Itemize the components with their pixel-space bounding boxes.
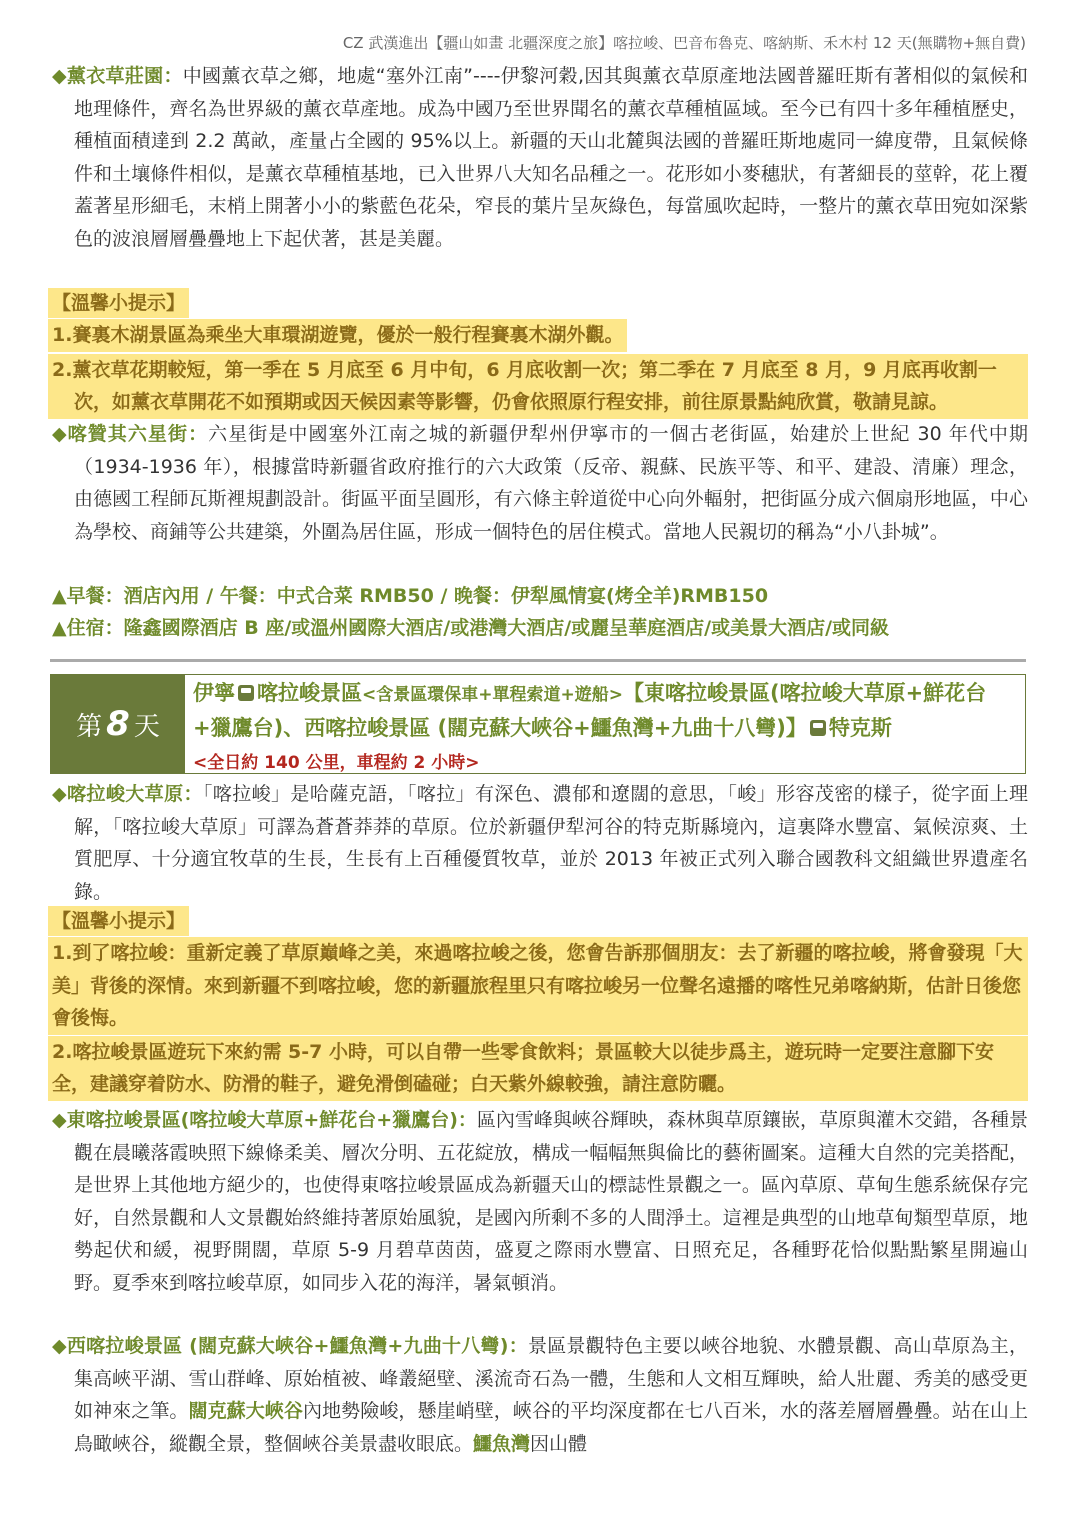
day-route-title bbox=[185, 675, 1025, 773]
tips1-line-2: 2.薰衣草花期較短，第一季在 5 月底至 6 月中旬，6 月底收割一次；第二季在 7 月底至 8 月，9 月底再收割一次，如薰衣草開花不如預期或因天候因素等影響，仍會依照原行程安排，前往原景點純欣賞，敬請見諒。 bbox=[48, 354, 1028, 419]
bus-icon bbox=[810, 720, 826, 736]
day-suffix: 天 bbox=[133, 711, 160, 742]
hotel-info: ▲住宿：隆鑫國際酒店 B 座/或溫州國際大酒店/或港灣大酒店/或麗呈華庭酒店/或美景大酒店/或同級 bbox=[52, 617, 890, 639]
meal-info: ▲早餐：酒店內用 / 午餐：中式合菜 RMB50 / 晚餐：伊犁風情宴(烤全羊)RMB150 bbox=[52, 585, 769, 607]
kalajun-grassland-paragraph bbox=[52, 778, 1028, 908]
east-kalajun-paragraph bbox=[52, 1104, 1028, 1300]
six-star-street-text: 六星街是中國塞外江南之城的新疆伊犁州伊寧市的一個古老街區，始建於上世紀 30 年代中期（1934-1936 年），根據當時新疆省政府推行的六大政策（反帝、親蘇、民族平等、和平、建設、清廉）理念，由德國工程師瓦斯裡規劃設計。街區平面呈圓形，有六條主幹道從中心向外輻射，把街區分成六個扇形地區，中心為學校、商鋪等公共建築，外圍為居住區，形成一個特色的居住模式。當地人民親切的稱為“小八卦城”。 bbox=[74, 423, 1028, 543]
lavender-farm-lead: ◆薰衣草莊園： bbox=[52, 65, 183, 87]
tips2-line-2: 2.喀拉峻景區遊玩下來約需 5-7 小時，可以自帶一些零食飲料；景區較大以徒步爲主，遊玩時一定要注意腳下安全，建議穿着防水、防滑的鞋子，避免滑倒磕碰；白天紫外線較強，請注意防曬。 bbox=[48, 1036, 1028, 1101]
bus-icon bbox=[238, 685, 254, 701]
route-final: 特克斯 bbox=[828, 716, 892, 740]
route-distance: <全日約 140 公里，車程約 2 小時> bbox=[193, 753, 480, 773]
kalajun-grassland-text: 「喀拉峻」是哈薩克語，「喀拉」有深色、濃郁和遼闊的意思，「峻」形容茂密的樣子，從字面上理解，「喀拉峻大草原」可譯為蒼蒼莽莽的草原。位於新疆伊犁河谷的特克斯縣境內，這裏降水豐富、氣候涼爽、土質肥厚、十分適宜牧草的生長，生長有上百種優質牧草，並於 2013 年被正式列入聯合國教科文組織世界遺產名錄。 bbox=[74, 783, 1028, 903]
east-kalajun-lead: ◆東喀拉峻景區(喀拉峻大草原+鮮花台+獵鷹台)： bbox=[52, 1109, 477, 1131]
six-star-street-lead: ◆喀贊其六星街： bbox=[52, 423, 209, 445]
route-spots: 【東喀拉峻景區(喀拉峻大草原+鮮花台+獵鷹台)、西喀拉峻景區 (闊克蘇大峽谷+鱷魚灣+九曲十八彎)】 bbox=[193, 681, 987, 740]
west-kalajun-paragraph bbox=[52, 1330, 1028, 1460]
page-header: CZ 武漢進出【疆山如畫 北疆深度之旅】喀拉峻、巴音布魯克、喀納斯、禾木村 12 天(無購物+無自費) bbox=[342, 34, 1026, 52]
east-kalajun-text: 區內雪峰與峽谷輝映，森林與草原鑲嵌，草原與灌木交錯，各種景觀在晨曦落霞映照下線條柔美、層次分明、五花綻放，構成一幅幅無與倫比的藝術圖案。這種大自然的完美搭配，是世界上其他地方絕少的，也使得東喀拉峻景區成為新疆天山的標誌性景觀之一。區內草原、草甸生態系統保存完好，自然景觀和人文景觀始終維持著原始風貌，是國內所剩不多的人間淨土。這裡是典型的山地草甸類型草原，地勢起伏和緩，視野開闊，草原 5-9 月碧草茵茵，盛夏之際雨水豐富、日照充足，各種野花恰似點點繁星開遍山野。夏季來到喀拉峻草原，如同步入花的海洋，暑氣頓消。 bbox=[74, 1109, 1028, 1294]
lavender-farm-text: 中國薰衣草之鄉，地處“塞外江南”----伊黎河穀,因其與薰衣草原產地法國普羅旺斯有著相似的氣候和地理條件，齊名為世界級的薰衣草產地。成為中國乃至世界聞名的薰衣草種植區域。至今已有四十多年種植歷史，種植面積達到 2.2 萬畝，產量占全國的 95%以上。新疆的天山北麓與法國的普羅旺斯地處同一緯度帶，且氣候條件和土壤條件相似，是薰衣草種植基地，已入世界八大知名品種之一。花形如小麥穗狀，有著細長的莖幹，花上覆蓋著星形細毛，末梢上開著小小的紫藍色花朵，窄長的葉片呈灰綠色，每當風吹起時，一整片的薰衣草田宛如深紫色的波浪層層疊疊地上下起伏著，甚是美麗。 bbox=[74, 65, 1028, 250]
west-kalajun-text-c: 因山體 bbox=[530, 1432, 588, 1455]
kokesu-canyon-highlight: 闊克蘇大峽谷 bbox=[188, 1400, 303, 1423]
day-number: 8 bbox=[106, 704, 130, 744]
tips-box-2 bbox=[48, 906, 1028, 1102]
route-origin: 伊寧 bbox=[193, 681, 235, 705]
tips1-line-1: 1.賽裏木湖景區為乘坐大車環湖遊覽，優於一般行程賽裏木湖外觀。 bbox=[48, 319, 627, 352]
west-kalajun-lead: ◆西喀拉峻景區 (闊克蘇大峽谷+鱷魚灣+九曲十八彎)： bbox=[52, 1335, 528, 1357]
crocodile-bay-highlight: 鱷魚灣 bbox=[473, 1432, 531, 1455]
lavender-farm-paragraph bbox=[52, 60, 1028, 256]
route-dest: 喀拉峻景區 bbox=[257, 681, 362, 705]
day-label bbox=[51, 675, 185, 773]
day-8-header bbox=[50, 674, 1026, 774]
section-divider bbox=[50, 659, 1026, 662]
west-kalajun-text-b: 內地勢險峻，懸崖峭壁，峽谷的平均深度都在七八百米，水的落差層層疊疊。站在山上鳥瞰峽谷，縱觀全景，整個峽谷美景盡收眼底。 bbox=[74, 1400, 1028, 1455]
route-includes: <含景區環保車+單程索道+遊船> bbox=[362, 685, 623, 705]
kalajun-grassland-lead: ◆喀拉峻大草原： bbox=[52, 783, 203, 805]
tips-heading-1: 【溫馨小提示】 bbox=[48, 288, 189, 318]
tips-heading-2: 【溫馨小提示】 bbox=[48, 906, 189, 936]
day-prefix: 第 bbox=[76, 711, 103, 742]
west-kalajun-text-a: 景區景觀特色主要以峽谷地貌、水體景觀、高山草原為主，集高峽平湖、雪山群峰、原始植被、峰叢絕壁、溪流奇石為一體，生態和人文相互輝映，給人壯麗、秀美的感受更如神來之筆。 bbox=[74, 1335, 1028, 1423]
tips-box-1 bbox=[48, 288, 1028, 420]
six-star-street-paragraph bbox=[52, 418, 1028, 548]
tips2-line-1: 1.到了喀拉峻：重新定義了草原巔峰之美，來過喀拉峻之後，您會告訴那個朋友：去了新疆的喀拉峻，將會發現「大美」背後的深情。來到新疆不到喀拉峻，您的新疆旅程里只有喀拉峻另一位聲名遠播的喀性兄弟喀納斯，估計日後您會後悔。 bbox=[48, 937, 1028, 1035]
